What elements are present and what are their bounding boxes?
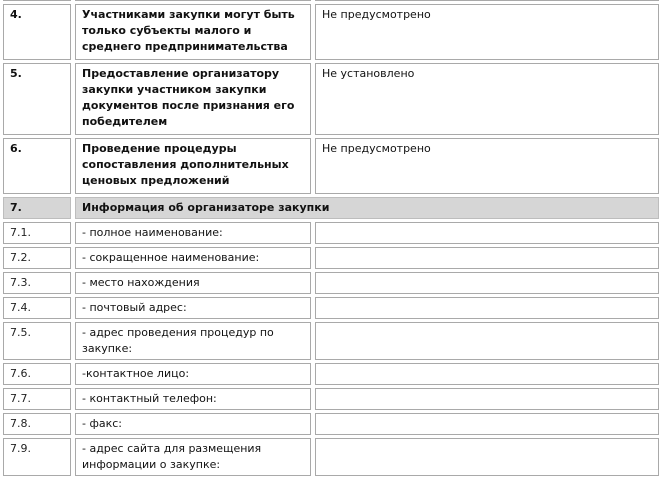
row-number-cell [3,0,71,1]
section-header-row [3,197,659,219]
table-row [3,388,659,410]
row-number: 4. [3,4,71,60]
table-row [3,247,659,269]
subrow-value[interactable] [315,413,659,435]
subrow-value[interactable] [315,363,659,385]
table-row [3,413,659,435]
row-description: Проведение процедуры сопоставления дополнительных ценовых предложений [75,138,311,194]
subrow-label: - сокращенное наименование: [75,247,311,269]
subrow-value[interactable] [315,297,659,319]
table-row [3,63,659,135]
table-row [3,272,659,294]
subrow-value[interactable] [315,222,659,244]
subrow-number: 7.1. [3,222,71,244]
row-description: Участниками закупки могут быть только субъекты малого и среднего предпринимательства [75,4,311,60]
subrow-label: - адрес проведения процедур по закупке: [75,322,311,360]
row-description-cell [75,0,311,1]
table-row [3,297,659,319]
subrow-label: - почтовый адрес: [75,297,311,319]
table-row [3,4,659,60]
subrow-number: 7.7. [3,388,71,410]
subrow-number: 7.6. [3,363,71,385]
subrow-number: 7.4. [3,297,71,319]
subrow-label: - факс: [75,413,311,435]
table-row [3,322,659,360]
table-row [3,363,659,385]
subrow-value[interactable] [315,247,659,269]
section-title: Информация об организаторе закупки [75,197,659,219]
subrow-value[interactable] [315,322,659,360]
table-row [3,138,659,194]
subrow-value[interactable] [315,272,659,294]
subrow-value[interactable] [315,388,659,410]
table-row [3,222,659,244]
subrow-label: - место нахождения [75,272,311,294]
subrow-label: - полное наименование: [75,222,311,244]
subrow-number: 7.9. [3,438,71,476]
row-number: 5. [3,63,71,135]
table-row-cut-off [3,0,659,1]
row-value[interactable]: Не предусмотрено [315,4,659,60]
subrow-number: 7.3. [3,272,71,294]
subrow-label: -контактное лицо: [75,363,311,385]
row-value-cell [315,0,659,1]
subrow-number: 7.8. [3,413,71,435]
subrow-value[interactable] [315,438,659,476]
section-number: 7. [3,197,71,219]
row-description: Предоставление организатору закупки участником закупки документов после признания его победителем [75,63,311,135]
table-row [3,438,659,476]
subrow-label: - контактный телефон: [75,388,311,410]
subrow-label: - адрес сайта для размещения информации о закупке: [75,438,311,476]
subrow-number: 7.2. [3,247,71,269]
subrow-number: 7.5. [3,322,71,360]
row-value[interactable]: Не установлено [315,63,659,135]
row-number: 6. [3,138,71,194]
row-value[interactable]: Не предусмотрено [315,138,659,194]
